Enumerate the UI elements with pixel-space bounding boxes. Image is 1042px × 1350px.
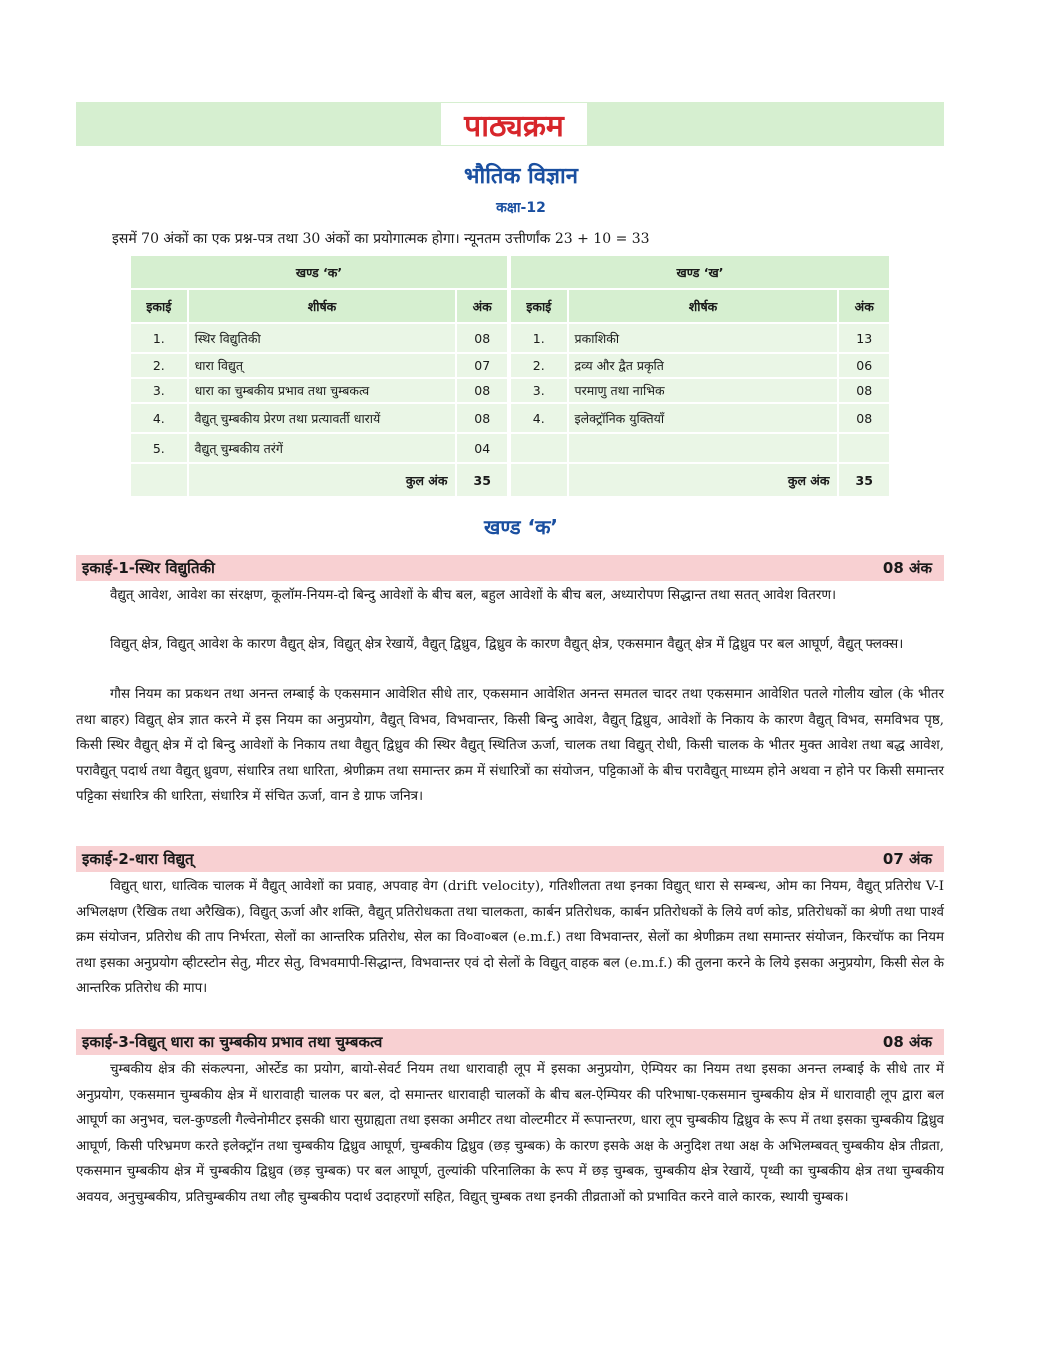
unit-3-paragraph-1: चुम्बकीय क्षेत्र की संकल्पना, ओर्स्टेड का प्रयोग, बायो-सेवर्ट नियम तथा धारावाही लूप में इसका अनुप्रयोग, ऐम्पियर का नियम तथा इसका अनन्त लम्बाई के सीधे तार में अनुप्रयोग, एकसमान चुम्बकीय क्षेत्र में धारावाही चालक पर बल, दो समान्तर धारावाही चालकों के बीच बल-ऐम्पियर की परिभाषा-एकसमान चुम्बकीय क्षेत्र में धारावाही लूप द्वारा बल आघूर्ण का अनुभव, चल-कुण्डली गैल्वेनोमीटर इसकी धारा सुग्राह्यता तथा इसका अमीटर तथा वोल्टमीटर में रूपान्तरण, धारा लूप चुम्बकीय द्विध्रुव के रूप में तथा इसका चुम्बकीय द्विध्रुव आघूर्ण, किसी परिभ्रमण करते इलेक्ट्रॉन तथा चुम्बकीय द्विध्रुव आघूर्ण, चुम्बकीय द्विध्रुव (छड़ चुम्बक) के कारण इसके अक्ष के अनुदिश तथा अक्ष के अभिलम्बवत् चुम्बकीय क्षेत्र तीव्रता, एकसमान चुम्बकीय क्षेत्र में चुम्बकीय द्विध्रुव (छड़ चुम्बक) पर बल आघूर्ण, तुल्यांकी परिनालिका के रूप में छड़ चुम्बक, चुम्बकीय क्षेत्र रेखायें, पृथ्वी का चुम्बकीय क्षेत्र तथा चुम्बकीय अवयव, अनुचुम्बकीय, प्रतिचुम्बकीय तथा लौह चुम्बकीय पदार्थ उदाहरणों सहित, विद्युत् चुम्बक तथा इनकी तीव्रताओं को प्रभावित करने वाले कारक, स्थायी चुम्बक। [76,1062,944,1205]
section-b-heading: खण्ड ‘ख’ [511,256,889,288]
unit-3-heading-bar [76,1029,944,1055]
unit-number: 2. [131,354,187,377]
unit-2-title: इकाई-2-धारा विद्युत् [82,850,194,868]
unit-3-title: इकाई-3-विद्युत् धारा का चुम्बकीय प्रभाव तथा चुम्बकत्व [82,1033,383,1051]
unit-number: 5. [131,434,187,462]
part-a-heading: खण्ड ‘क’ [483,515,559,539]
page-title: पाठ्यक्रम [441,103,587,145]
unit-title: इलेक्ट्रॉनिक युक्तियाँ [569,404,838,432]
unit-title: प्रकाशिकी [569,324,838,352]
unit-number: 1. [131,324,187,352]
unit-title: धारा का चुम्बकीय प्रभाव तथा चुम्बकत्व [189,379,456,402]
table-row [511,379,889,402]
col-title-header: शीर्षक [189,290,456,322]
unit-2-paragraph-1: विद्युत् धारा, धात्विक चालक में वैद्युत् आवेशों का प्रवाह, अपवाह वेग (drift velocity), गतिशीलता तथा इनका विद्युत् धारा से सम्बन्ध, ओम का नियम, वैद्युत् प्रतिरोध V-I अभिलक्षण (रैखिक तथा अरैखिक), विद्युत् ऊर्जा और शक्ति, वैद्युत् प्रतिरोधकता तथा चालकता, कार्बन प्रतिरोधक, कार्बन प्रतिरोधकों के लिये वर्ण कोड, प्रतिरोधकों का श्रेणी तथा पार्श्व क्रम संयोजन, प्रतिरोध की ताप निर्भरता, सेलों का आन्तरिक प्रतिरोध, सेल का वि०वा०बल (e.m.f.) तथा विभवान्तर, सेलों का श्रेणीक्रम तथा समान्तर संयोजन, किरचॉफ का नियम तथा इसका अनुप्रयोग व्हीटस्टोन सेतु, मीटर सेतु, विभवमापी-सिद्धान्त, विभवान्तर एवं दो सेलों के विद्युत् वाहक बल (e.m.f.) की तुलना करने के लिये इसका अनुप्रयोग, किसी सेल के आन्तरिक प्रतिरोध की माप। [76,879,944,997]
unit-3-marks: 08 अंक [882,1033,932,1051]
unit-marks: 13 [839,324,889,352]
table-row [131,404,507,432]
section-a-heading: खण्ड ‘क’ [131,256,507,288]
unit-1-paragraph-1: वैद्युत् आवेश, आवेश का संरक्षण, कूलॉम-नियम-दो बिन्दु आवेशों के बीच बल, बहुल आवेशों के बीच बल, अध्यारोपण सिद्धान्त तथा सतत् आवेश वितरण। [110,588,837,603]
subject-title: भौतिक विज्ञान [464,164,578,189]
unit-title: वैद्युत् चुम्बकीय तरंगें [189,434,456,462]
unit-title: वैद्युत् चुम्बकीय प्रेरण तथा प्रत्यावर्ती धारायें [189,404,456,432]
exam-intro: इसमें 70 अंकों का एक प्रश्न-पत्र तथा 30 अंकों का प्रयोगात्मक होगा। न्यूनतम उत्तीर्णांक 23 + 10 = 33 [112,231,650,247]
unit-number: 3. [131,379,187,402]
unit-marks: 08 [457,324,507,352]
unit-number: 3. [511,379,567,402]
col-marks-header: अंक [839,290,889,322]
table-row [511,324,889,352]
col-title-header: शीर्षक [569,290,838,322]
unit-title: स्थिर विद्युतिकी [189,324,456,352]
unit-number: 1. [511,324,567,352]
class-label: कक्षा-12 [496,200,546,216]
unit-title: द्रव्य और द्वैत प्रकृति [569,354,838,377]
col-unit-header: इकाई [511,290,567,322]
total-marks: 35 [839,464,889,496]
table-row [131,434,507,462]
table-row [131,324,507,352]
unit-marks: 06 [839,354,889,377]
col-marks-header: अंक [457,290,507,322]
unit-2-heading-bar [76,846,944,872]
table-row [511,404,889,432]
unit-2-marks: 07 अंक [882,850,932,868]
syllabus-table-part-a [129,254,509,498]
total-row [511,464,889,496]
syllabus-table-part-b [509,254,891,498]
unit-1-paragraph-2: विद्युत् क्षेत्र, विद्युत् आवेश के कारण वैद्युत् क्षेत्र, विद्युत् क्षेत्र रेखायें, वैद्युत् द्विध्रुव, द्विध्रुव के कारण वैद्युत् क्षेत्र, एकसमान वैद्युत् क्षेत्र में द्विध्रुव पर बल आघूर्ण, वैद्युत् फ्लक्स। [110,637,904,652]
total-row [131,464,507,496]
unit-number: 4. [511,404,567,432]
unit-number: 4. [131,404,187,432]
unit-title: परमाणु तथा नाभिक [569,379,838,402]
unit-marks: 08 [839,379,889,402]
table-row-empty [511,434,889,462]
total-label: कुल अंक [569,464,838,496]
unit-marks: 04 [457,434,507,462]
unit-1-marks: 08 अंक [882,559,932,577]
unit-1-heading-bar [76,555,944,581]
unit-1-paragraph-3: गौस नियम का प्रकथन तथा अनन्त लम्बाई के एकसमान आवेशित सीधे तार, एकसमान आवेशित अनन्त समतल चादर तथा एकसमान आवेशित पतले गोलीय खोल (के भीतर तथा बाहर) विद्युत् क्षेत्र ज्ञात करने में इस नियम का अनुप्रयोग, वैद्युत् विभव, विभवान्तर, किसी बिन्दु आवेश, वैद्युत् द्विध्रुव, आवेशों के निकाय के कारण वैद्युत् विभव, समविभव पृष्ठ, किसी स्थिर वैद्युत् क्षेत्र में दो बिन्दु आवेशों के निकाय तथा वैद्युत् द्विध्रुव की स्थिर वैद्युत् स्थितिज ऊर्जा, चालक तथा विद्युत् रोधी, किसी चालक के भीतर मुक्त आवेश तथा बद्ध आवेश, परावैद्युत् पदार्थ तथा वैद्युत् ध्रुवण, संधारित्र तथा धारिता, श्रेणीक्रम तथा समान्तर क्रम में संधारित्रों का संयोजन, पट्टिकाओं के बीच परावैद्युत् माध्यम होने अथवा न होने पर किसी समान्तर पट्टिका संधारित्र की धारिता, संधारित्र में संचित ऊर्जा, वान डे ग्राफ जनित्र। [76,687,944,805]
unit-title: धारा विद्युत् [189,354,456,377]
col-unit-header: इकाई [131,290,187,322]
total-label: कुल अंक [189,464,456,496]
table-row [131,354,507,377]
unit-number: 2. [511,354,567,377]
table-row [131,379,507,402]
unit-marks: 07 [457,354,507,377]
table-row [511,354,889,377]
unit-marks: 08 [457,404,507,432]
total-marks: 35 [457,464,507,496]
unit-marks: 08 [457,379,507,402]
unit-1-title: इकाई-1-स्थिर विद्युतिकी [82,559,215,577]
unit-marks: 08 [839,404,889,432]
